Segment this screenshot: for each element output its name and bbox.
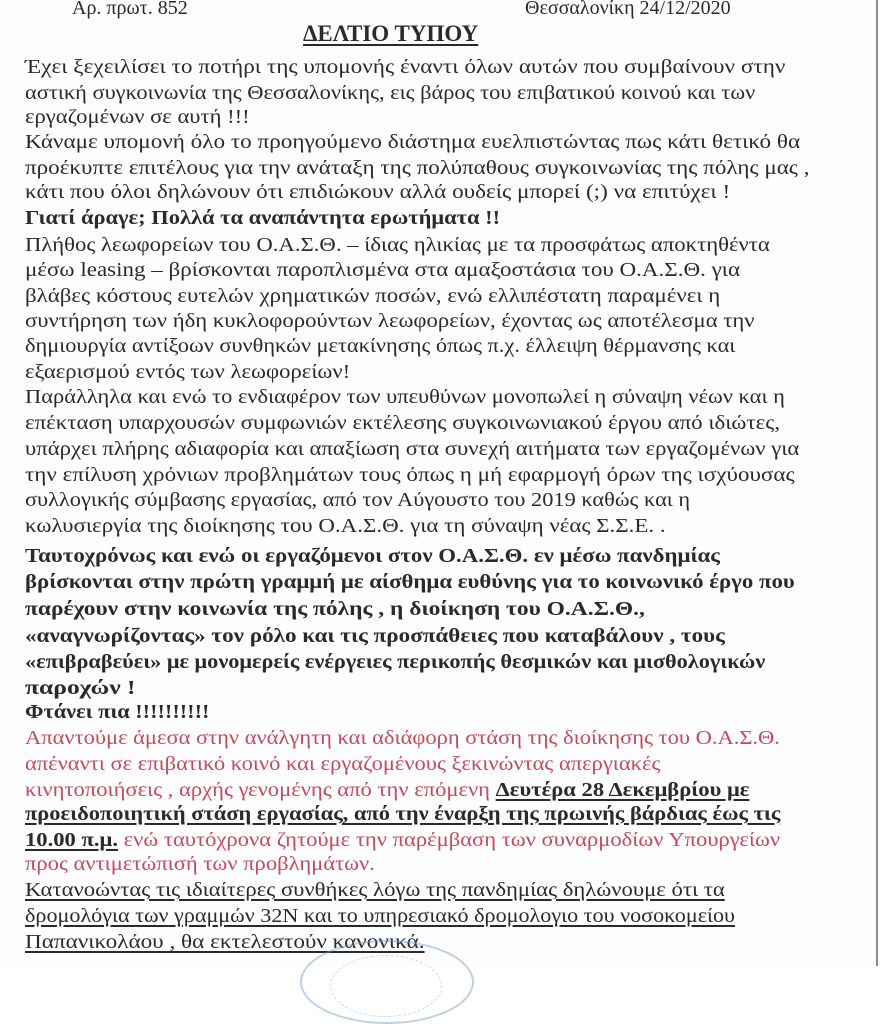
body-line: Πλήθος λεωφορείων του Ο.Α.Σ.Θ. – ίδιας ηλικίας με τα προσφάτως αποκτηθέντα	[25, 234, 770, 256]
body-line: μέσω leasing – βρίσκονται παροπλισμένα στα αμαξοστάσια του Ο.Α.Σ.Θ. για	[25, 259, 741, 281]
red-line: απέναντι σε επιβατικό κοινό και εργαζομένους ξεκινώντας απεργιακές	[25, 753, 661, 775]
bold-line: Ταυτοχρόνως και ενώ οι εργαζόμενοι στον Ο.Α.Σ.Θ. εν μέσω πανδημίας	[25, 545, 720, 567]
official-stamp-inner-ring	[330, 955, 442, 1017]
body-line: συντήρηση των ήδη κυκλοφορούντων λεωφορείων, έχοντας ως αποτέλεσμα την	[25, 310, 755, 332]
body-line: συλλογικής σύμβασης εργασίας, από τον Αύγουστο του 2019 καθώς και η	[25, 489, 691, 511]
body-line: δημιουργία αντίξοων συνθηκών μετακίνησης όπως π.χ. έλλειψη θέρμανσης και	[25, 335, 736, 357]
body-line: αστική συγκοινωνία της Θεσσαλονίκης, εις βάρος του επιβατικού κοινού και των	[25, 82, 756, 104]
body-line: εργαζομένων σε αυτή !!!	[25, 106, 250, 128]
body-line: υπάρχει πλήρης αδιαφορία και απαξίωση στα συνεχή αιτήματα των εργαζομένων για	[25, 438, 800, 460]
bold-line: παροχών !	[25, 677, 136, 699]
red-line: Απαντούμε άμεσα στην ανάλγητη και αδιάφορη στάση της διοίκησης του Ο.Α.Σ.Θ.	[25, 727, 780, 749]
body-line: Παράλληλα και ενώ το ενδιαφέρον των υπευθύνων μονοπωλεί η σύναψη νέων και η	[25, 386, 785, 408]
strike-details: προειδοποιητική στάση εργασίας, από την έναρξη της πρωινής βάρδιας έως τις	[25, 803, 781, 825]
underlined-line: Παπανικολάου , θα εκτελεστούν κανονικά.	[25, 931, 425, 953]
body-line: κωλυσιεργία της διοίκησης του Ο.Α.Σ.Θ. για τη σύναψη νέας Σ.Σ.Ε. .	[25, 515, 666, 537]
question-heading: Γιατί άραγε; Πολλά τα αναπάντητα ερωτήματα !!	[25, 207, 501, 229]
mixed-line	[25, 778, 749, 802]
body-line: Κάναμε υπομονή όλο το προηγούμενο διάστημα ευελπιστώντας πως κάτι θετικό θα	[25, 131, 801, 153]
strike-time: 10.00 π.μ.	[25, 829, 118, 851]
body-line: προέκυπτε επιτέλους για την ανάταξη της πολύπαθους συγκοινωνίας της πόλης μας ,	[25, 157, 810, 179]
bold-line: «επιβραβεύει» με μονομερείς ενέργειες περικοπής θεσμικών και μισθολογικών	[25, 651, 766, 673]
body-line: εξαερισμού εντός των λεωφορείων!	[25, 361, 351, 383]
document-title: ΔΕΛΤΙΟ ΤΥΠΟΥ	[303, 21, 479, 46]
mixed-line	[25, 828, 780, 852]
red-text: ενώ ταυτόχρονα ζητούμε την παρέμβαση των συναρμοδίων Υπουργείων	[117, 829, 781, 851]
protocol-number: Αρ. πρωτ. 852	[72, 0, 188, 19]
body-line: την επίλυση χρόνιων προβλημάτων τους όπως η μή εφαρμογή όρων της ισχύουσας	[25, 464, 795, 486]
red-text: κινητοποιήσεις , αρχής γενομένης από την επόμενη	[25, 779, 496, 801]
bold-line: βρίσκονται στην πρώτη γραμμή με αίσθημα ευθύνης για το κοινωνικό έργο που	[25, 571, 795, 593]
body-line: επέκταση υπαρχουσών συμφωνιών εκτέλεσης συγκοινωνιακού έργου από ιδιώτες,	[25, 412, 781, 434]
exclamation-line: Φτάνει πια !!!!!!!!!!	[25, 701, 210, 723]
strike-date: Δευτέρα 28 Δεκεμβρίου με	[495, 779, 750, 801]
place-date: Θεσσαλονίκη 24/12/2020	[525, 0, 731, 19]
body-line: κάτι που όλοι δηλώνουν ότι επιδιώκουν αλλά ουδείς μπορεί (;) να επιτύχει !	[25, 181, 731, 203]
bold-line: «αναγνωρίζοντας» τον ρόλο και τις προσπάθειες που καταβάλουν , τους	[25, 625, 725, 647]
red-line: προς αντιμετώπισή των προβλημάτων.	[25, 853, 375, 875]
bold-line: παρέχουν στην κοινωνία της πόλης , η διοίκηση του Ο.Α.Σ.Θ.,	[25, 598, 645, 620]
body-line: βλάβες κόστους ευτελών χρηματικών ποσών, ενώ ελλιπέστατη παραμένει η	[25, 285, 721, 307]
underlined-line: Κατανοώντας τις ιδιαίτερες συνθήκες λόγω της πανδημίας δηλώνουμε ότι τα	[25, 879, 725, 901]
body-line: Έχει ξεχειλίσει το ποτήρι της υπομονής έναντι όλων αυτών που συμβαίνουν στην	[25, 56, 786, 78]
scan-edge-line	[876, 0, 878, 966]
underlined-line: δρομολόγια των γραμμών 32Ν και το υπηρεσιακό δρομολογιο του νοσοκομείου	[25, 905, 735, 927]
